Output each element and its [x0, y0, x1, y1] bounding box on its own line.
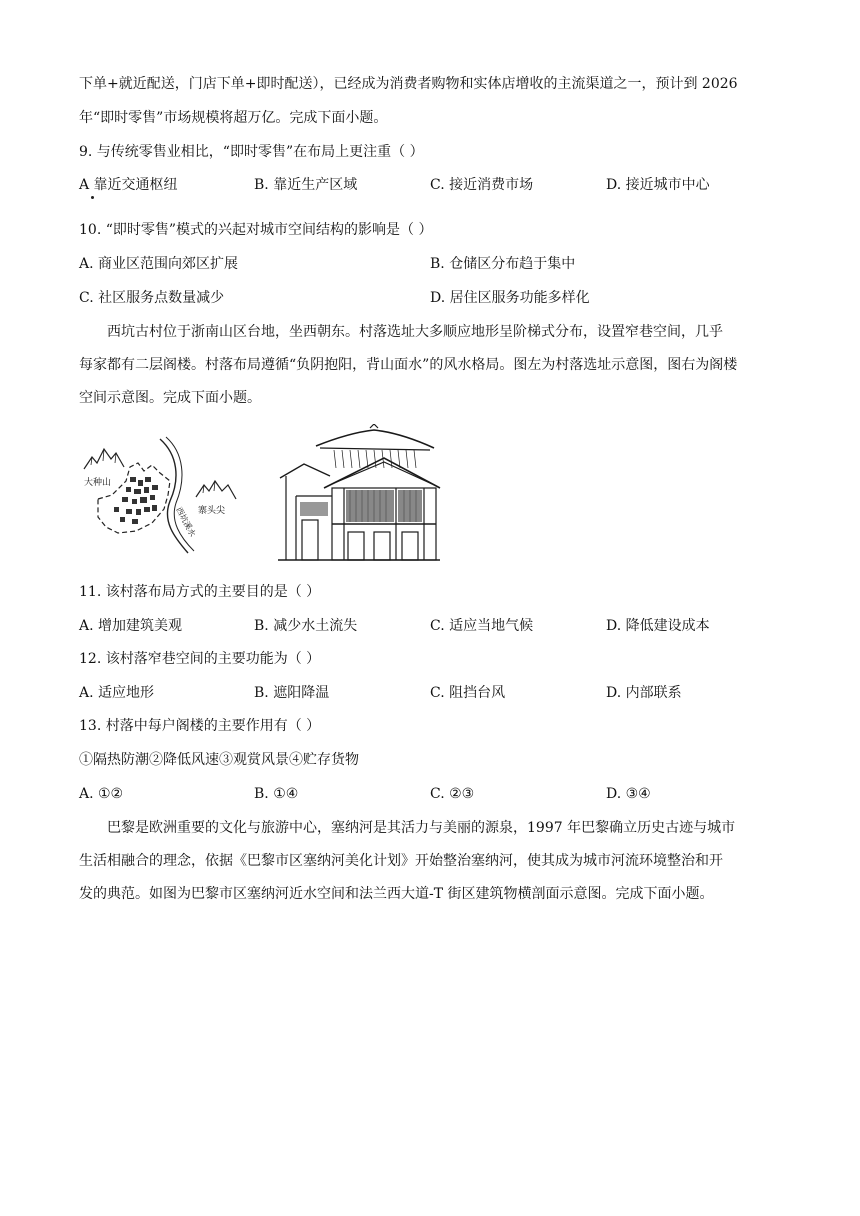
q12-option-c: C. 阻挡台风: [430, 685, 506, 701]
passage-3-line-2: 生活相融合的理念，依据《巴黎市区塞纳河美化计划》开始整治塞纳河，使其成为城市河流环境整治和开: [79, 853, 723, 869]
loft-building-sketch: [276, 424, 442, 564]
passage-3-line-1: 巴黎是欧洲重要的文化与旅游中心，塞纳河是其活力与美丽的源泉，1997 年巴黎确立历史古迹与城市: [107, 820, 736, 836]
question-10-stem: 10. “即时零售”模式的兴起对城市空间结构的影响是（ ）: [79, 222, 433, 238]
q11-option-b: B. 减少水土流失: [254, 618, 358, 634]
passage-2-line-2: 每家都有二层阁楼。村落布局遵循“负阴抱阳，背山面水”的风水格局。图左为村落选址示意图，图右为阁楼: [79, 357, 738, 373]
intro-line-1: 下单+就近配送，门店下单+即时配送），已经成为消费者购物和实体店增收的主流渠道之一，预计到 2026: [79, 76, 738, 92]
passage-2-line-3: 空间示意图。完成下面小题。: [79, 390, 261, 406]
q13-option-a: A. ①②: [79, 786, 124, 802]
q9-option-d: D. 接近城市中心: [606, 177, 710, 193]
question-13-items: ①隔热防潮②降低风速③观赏风景④贮存货物: [79, 752, 359, 768]
q13-option-c: C. ②③: [430, 786, 475, 802]
q10-option-d: D. 居住区服务功能多样化: [430, 290, 590, 306]
q13-option-d: D. ③④: [606, 786, 651, 802]
q12-option-b: B. 遮阳降温: [254, 685, 330, 701]
passage-2-line-1: 西坑古村位于浙南山区台地，坐西朝东。村落选址大多顺应地形呈阶梯式分布，设置窄巷空间，几乎: [107, 324, 723, 340]
question-13-stem: 13. 村落中每户阁楼的主要作用有（ ）: [79, 718, 321, 734]
q9-option-c: C. 接近消费市场: [430, 177, 534, 193]
question-9-stem: 9. 与传统零售业相比，“即时零售”在布局上更注重（ ）: [79, 144, 424, 160]
river-label: 西坑溪水: [174, 505, 198, 539]
passage-3-line-3: 发的典范。如图为巴黎市区塞纳河近水空间和法兰西大道-T 街区建筑物横剖面示意图。完成下面小题。: [79, 886, 714, 902]
intro-line-2: 年“即时零售”市场规模将超万亿。完成下面小题。: [79, 110, 388, 126]
mark-dot: [91, 196, 94, 199]
question-12-stem: 12. 该村落窄巷空间的主要功能为（ ）: [79, 651, 321, 667]
q11-option-d: D. 降低建设成本: [606, 618, 710, 634]
q10-option-a: A. 商业区范围向郊区扩展: [79, 256, 239, 272]
village-site-map: [78, 425, 250, 565]
q9-option-a: A 靠近交通枢纽: [79, 177, 178, 193]
q11-option-c: C. 适应当地气候: [430, 618, 534, 634]
q9-option-b: B. 靠近生产区域: [254, 177, 358, 193]
question-11-stem: 11. 该村落布局方式的主要目的是（ ）: [79, 584, 321, 600]
q11-option-a: A. 增加建筑美观: [79, 618, 183, 634]
q13-option-b: B. ①④: [254, 786, 299, 802]
q10-option-b: B. 仓储区分布趋于集中: [430, 256, 576, 272]
mountain-label-right: 寨头尖: [198, 506, 226, 516]
mountain-label-left: 大种山: [84, 478, 112, 488]
q12-option-a: A. 适应地形: [79, 685, 155, 701]
q12-option-d: D. 内部联系: [606, 685, 682, 701]
q10-option-c: C. 社区服务点数量减少: [79, 290, 225, 306]
